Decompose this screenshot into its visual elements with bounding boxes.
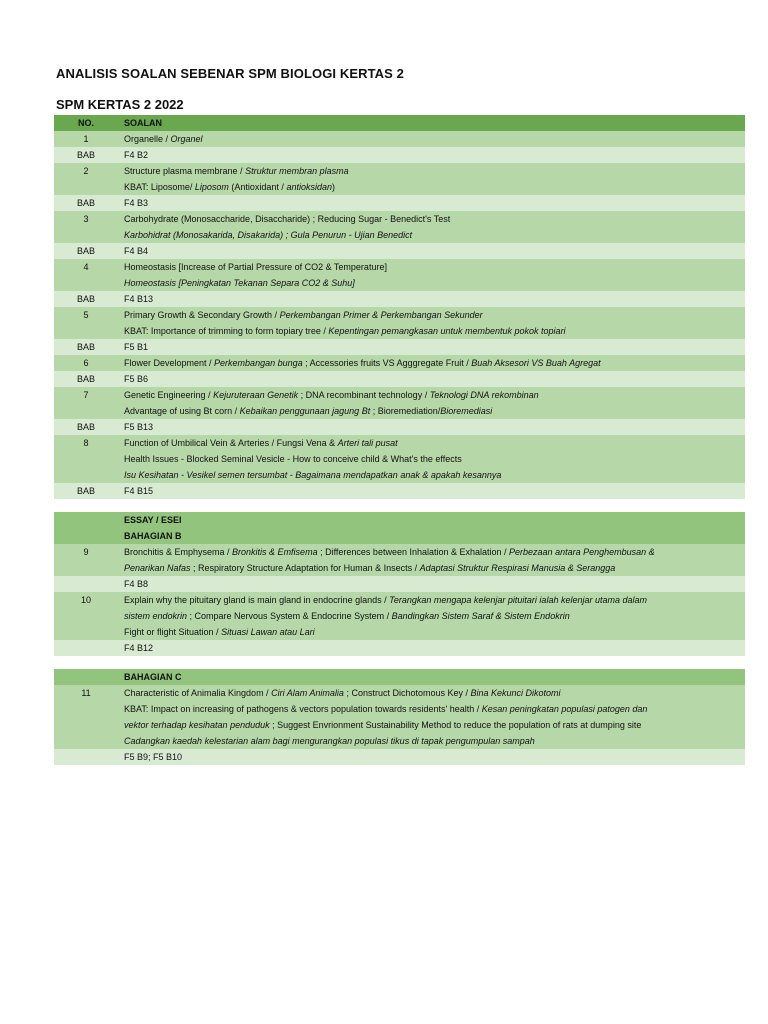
question-row [54,387,745,419]
text-line [124,451,705,467]
text-line [124,259,705,275]
text-line [124,195,705,211]
text-segment: Bronkitis & Emfisema [232,547,318,557]
text-segment: Terangkan mengapa kelenjar pituitari ialah kelenjar utama dalam [389,595,647,605]
row-number [54,749,118,765]
text-line [124,387,705,403]
text-segment: Genetic Engineering / [124,390,214,400]
text-segment: antioksidan [286,182,332,192]
text-line [124,227,705,243]
row-number: 9 [83,547,89,557]
row-text [118,291,745,307]
text-line [124,435,705,451]
question-row [54,259,745,291]
text-segment: Perkembangan bunga [214,358,303,368]
text-segment: F5 B6 [124,374,149,384]
question-row [54,544,745,576]
text-line [124,560,705,576]
text-segment: Kebaikan penggunaan jagung Bt [239,406,371,416]
table-header [54,115,745,131]
text-segment: Situasi Lawan atau Lari [221,627,315,637]
bab-row [54,291,745,307]
text-line [124,528,705,544]
page-title: ANALISIS SOALAN SEBENAR SPM BIOLOGI KERTAS 2 [56,66,404,81]
text-segment: F4 B13 [124,294,154,304]
row-text [118,339,745,355]
text-segment: ) [331,182,335,192]
text-segment: Function of Umbilical Vein & Arteries / Fungsi Vena & [124,438,338,448]
text-segment: BAHAGIAN C [124,672,182,682]
text-segment: Kepentingan pemangkasan untuk membentuk pokok topiari [328,326,566,336]
text-line [124,483,705,499]
text-segment: F4 B3 [124,198,149,208]
text-line [124,701,705,717]
row-text [118,211,745,243]
text-line [124,163,705,179]
row-text [118,640,745,656]
text-segment: Advantage of using Bt corn / [124,406,240,416]
text-segment: (Antioxidant / [228,182,287,192]
row-text [118,512,745,528]
row-text [118,195,745,211]
row-text [118,685,745,749]
text-segment: ESSAY / ESEI [124,515,182,525]
row-number: BAB [76,294,95,304]
bab-row [54,640,745,656]
text-line [124,544,705,560]
text-line [124,291,705,307]
text-segment: KBAT: Impact on increasing of pathogens & vectors population towards residents' health / [124,704,482,714]
questions-table [54,115,745,499]
row-number: 8 [83,438,89,448]
row-number [54,512,118,528]
text-segment: Homeostasis [Increase of Partial Pressure of CO2 & Temperature] [124,262,387,272]
question-row [54,355,745,371]
bab-row [54,483,745,499]
text-line [124,640,705,656]
row-text [118,435,745,483]
row-text [118,163,745,195]
row-number [54,576,118,592]
text-segment: Bronchitis & Emphysema / [124,547,233,557]
bab-row [54,195,745,211]
row-text [118,355,745,371]
row-text [118,371,745,387]
row-text [118,259,745,291]
essay-table [54,512,745,656]
bab-row [54,371,745,387]
row-number: BAB [76,374,95,384]
text-line [124,592,705,608]
bab-row [54,749,745,765]
question-row [54,163,745,195]
text-segment: Adaptasi Struktur Respirasi Manusia & Serangga [419,563,616,573]
row-number [54,640,118,656]
text-segment: F5 B13 [124,422,154,432]
row-number: 5 [83,310,89,320]
text-segment: Kejuruteraan Genetik [213,390,299,400]
bab-row [54,419,745,435]
text-segment: ; Bioremediation/ [370,406,441,416]
row-text [118,307,745,339]
row-text [118,419,745,435]
text-line [124,403,705,419]
text-segment: Primary Growth & Secondary Growth / [124,310,280,320]
row-text [118,243,745,259]
text-segment: ; Accessories fruits VS Agggregate Fruit / [302,358,472,368]
row-number: BAB [76,246,95,256]
section-header-row [54,669,745,685]
text-line [124,717,705,733]
row-text [118,483,745,499]
row-text [118,749,745,765]
row-number: BAB [76,198,95,208]
text-segment: ; Differences between Inhalation & Exhalation / [317,547,510,557]
text-line [124,323,705,339]
row-number [54,528,118,544]
text-segment: Fight or flight Situation / [124,627,222,637]
text-segment: Health Issues - Blocked Seminal Vesicle - How to conceive child & What's the effects [124,454,462,464]
text-segment: Liposom [194,182,229,192]
row-number: BAB [76,150,95,160]
question-row [54,685,745,749]
text-line [124,669,705,685]
text-segment: Carbohydrate (Monosaccharide, Disaccharide) ; Reducing Sugar - Benedict's Test [124,214,451,224]
text-segment: F4 B8 [124,579,149,589]
text-segment: Bandingkan Sistem Saraf & Sistem Endokrin [391,611,570,621]
text-line [124,355,705,371]
section-title: SPM KERTAS 2 2022 [56,97,184,112]
text-segment: Teknologi DNA rekombinan [429,390,539,400]
text-segment: vektor terhadap kesihatan penduduk [124,720,270,730]
text-segment: Structure plasma membrane / [124,166,246,176]
row-number: BAB [76,342,95,352]
row-text [118,528,745,544]
section-header-row [54,512,745,528]
row-number: BAB [76,422,95,432]
text-segment: Buah Aksesori VS Buah Agregat [471,358,601,368]
text-segment: ; Construct Dichotomous Key / [343,688,471,698]
text-segment: Perkembangan Primer & Perkembangan Sekunder [279,310,483,320]
question-row [54,211,745,243]
text-line [124,179,705,195]
text-segment: Karbohidrat (Monosakarida, Disakarida) ; Gula Penurun - Ujian Benedict [124,230,413,240]
text-segment: Bina Kekunci Dikotomi [470,688,561,698]
text-segment: ; Compare Nervous System & Endocrine System / [187,611,392,621]
header-soalan: SOALAN [124,118,162,128]
row-text [118,669,745,685]
row-number: 1 [83,134,89,144]
bahagian-c-table [54,669,745,765]
text-line [124,339,705,355]
text-segment: F4 B15 [124,486,154,496]
row-text [118,544,745,576]
question-row [54,131,745,147]
row-number: 3 [83,214,89,224]
text-segment: Isu Kesihatan - Vesikel semen tersumbat - Bagaimana mendapatkan anak & apakah kesannya [124,470,502,480]
bab-row [54,339,745,355]
row-number [54,669,118,685]
text-line [124,419,705,435]
question-row [54,592,745,640]
text-segment: BAHAGIAN B [124,531,182,541]
text-line [124,685,705,701]
question-row [54,307,745,339]
header-no: NO. [77,118,94,128]
row-text [118,592,745,640]
text-line [124,624,705,640]
text-segment: Struktur membran plasma [245,166,349,176]
text-segment: Homeostasis [Peningkatan Tekanan Separa CO2 & Suhu] [124,278,355,288]
question-row [54,435,745,483]
text-segment: F4 B12 [124,643,154,653]
section-header-row [54,528,745,544]
text-line [124,371,705,387]
text-segment: F5 B9; F5 B10 [124,752,183,762]
text-segment: Ciri Alam Animalia [271,688,344,698]
text-line [124,576,705,592]
text-segment: Flower Development / [124,358,215,368]
row-number: BAB [76,486,95,496]
text-line [124,608,705,624]
text-line [124,467,705,483]
text-line [124,275,705,291]
text-line [124,733,705,749]
text-segment: Bioremediasi [440,406,493,416]
text-segment: Explain why the pituitary gland is main gland in endocrine glands / [124,595,390,605]
text-segment: F5 B1 [124,342,149,352]
text-segment: Cadangkan kaedah kelestarian alam bagi mengurangkan populasi tikus di tapak pengumpulan sampah [124,736,535,746]
text-segment: Penarikan Nafas [124,563,191,573]
row-number: 6 [83,358,89,368]
bab-row [54,147,745,163]
text-segment: Characteristic of Animalia Kingdom / [124,688,272,698]
row-text [118,131,745,147]
text-segment: Kesan peningkatan populasi patogen dan [481,704,648,714]
text-segment: Organelle / [124,134,171,144]
text-segment: F4 B2 [124,150,149,160]
text-segment: ; DNA recombinant technology / [298,390,430,400]
text-line [124,131,705,147]
row-number: 4 [83,262,89,272]
row-number: 7 [83,390,89,400]
row-text [118,576,745,592]
text-line [124,512,705,528]
text-line [124,749,705,765]
text-segment: Organel [170,134,203,144]
text-segment: KBAT: Importance of trimming to form topiary tree / [124,326,329,336]
text-segment: Arteri tali pusat [337,438,398,448]
row-number: 11 [81,688,91,698]
bab-row [54,576,745,592]
text-segment: ; Respiratory Structure Adaptation for Human & Insects / [190,563,420,573]
row-number: 10 [80,595,91,605]
text-line [124,243,705,259]
text-line [124,147,705,163]
text-segment: Perbezaan antara Penghembusan & [509,547,655,557]
text-segment: F4 B4 [124,246,149,256]
text-line [124,307,705,323]
row-text [118,387,745,419]
row-number: 2 [83,166,89,176]
text-line [124,211,705,227]
row-text [118,147,745,163]
bab-row [54,243,745,259]
text-segment: ; Suggest Envrionment Sustainability Method to reduce the population of rats at dumping site [269,720,642,730]
text-segment: KBAT: Liposome/ [124,182,195,192]
text-segment: sistem endokrin [124,611,188,621]
